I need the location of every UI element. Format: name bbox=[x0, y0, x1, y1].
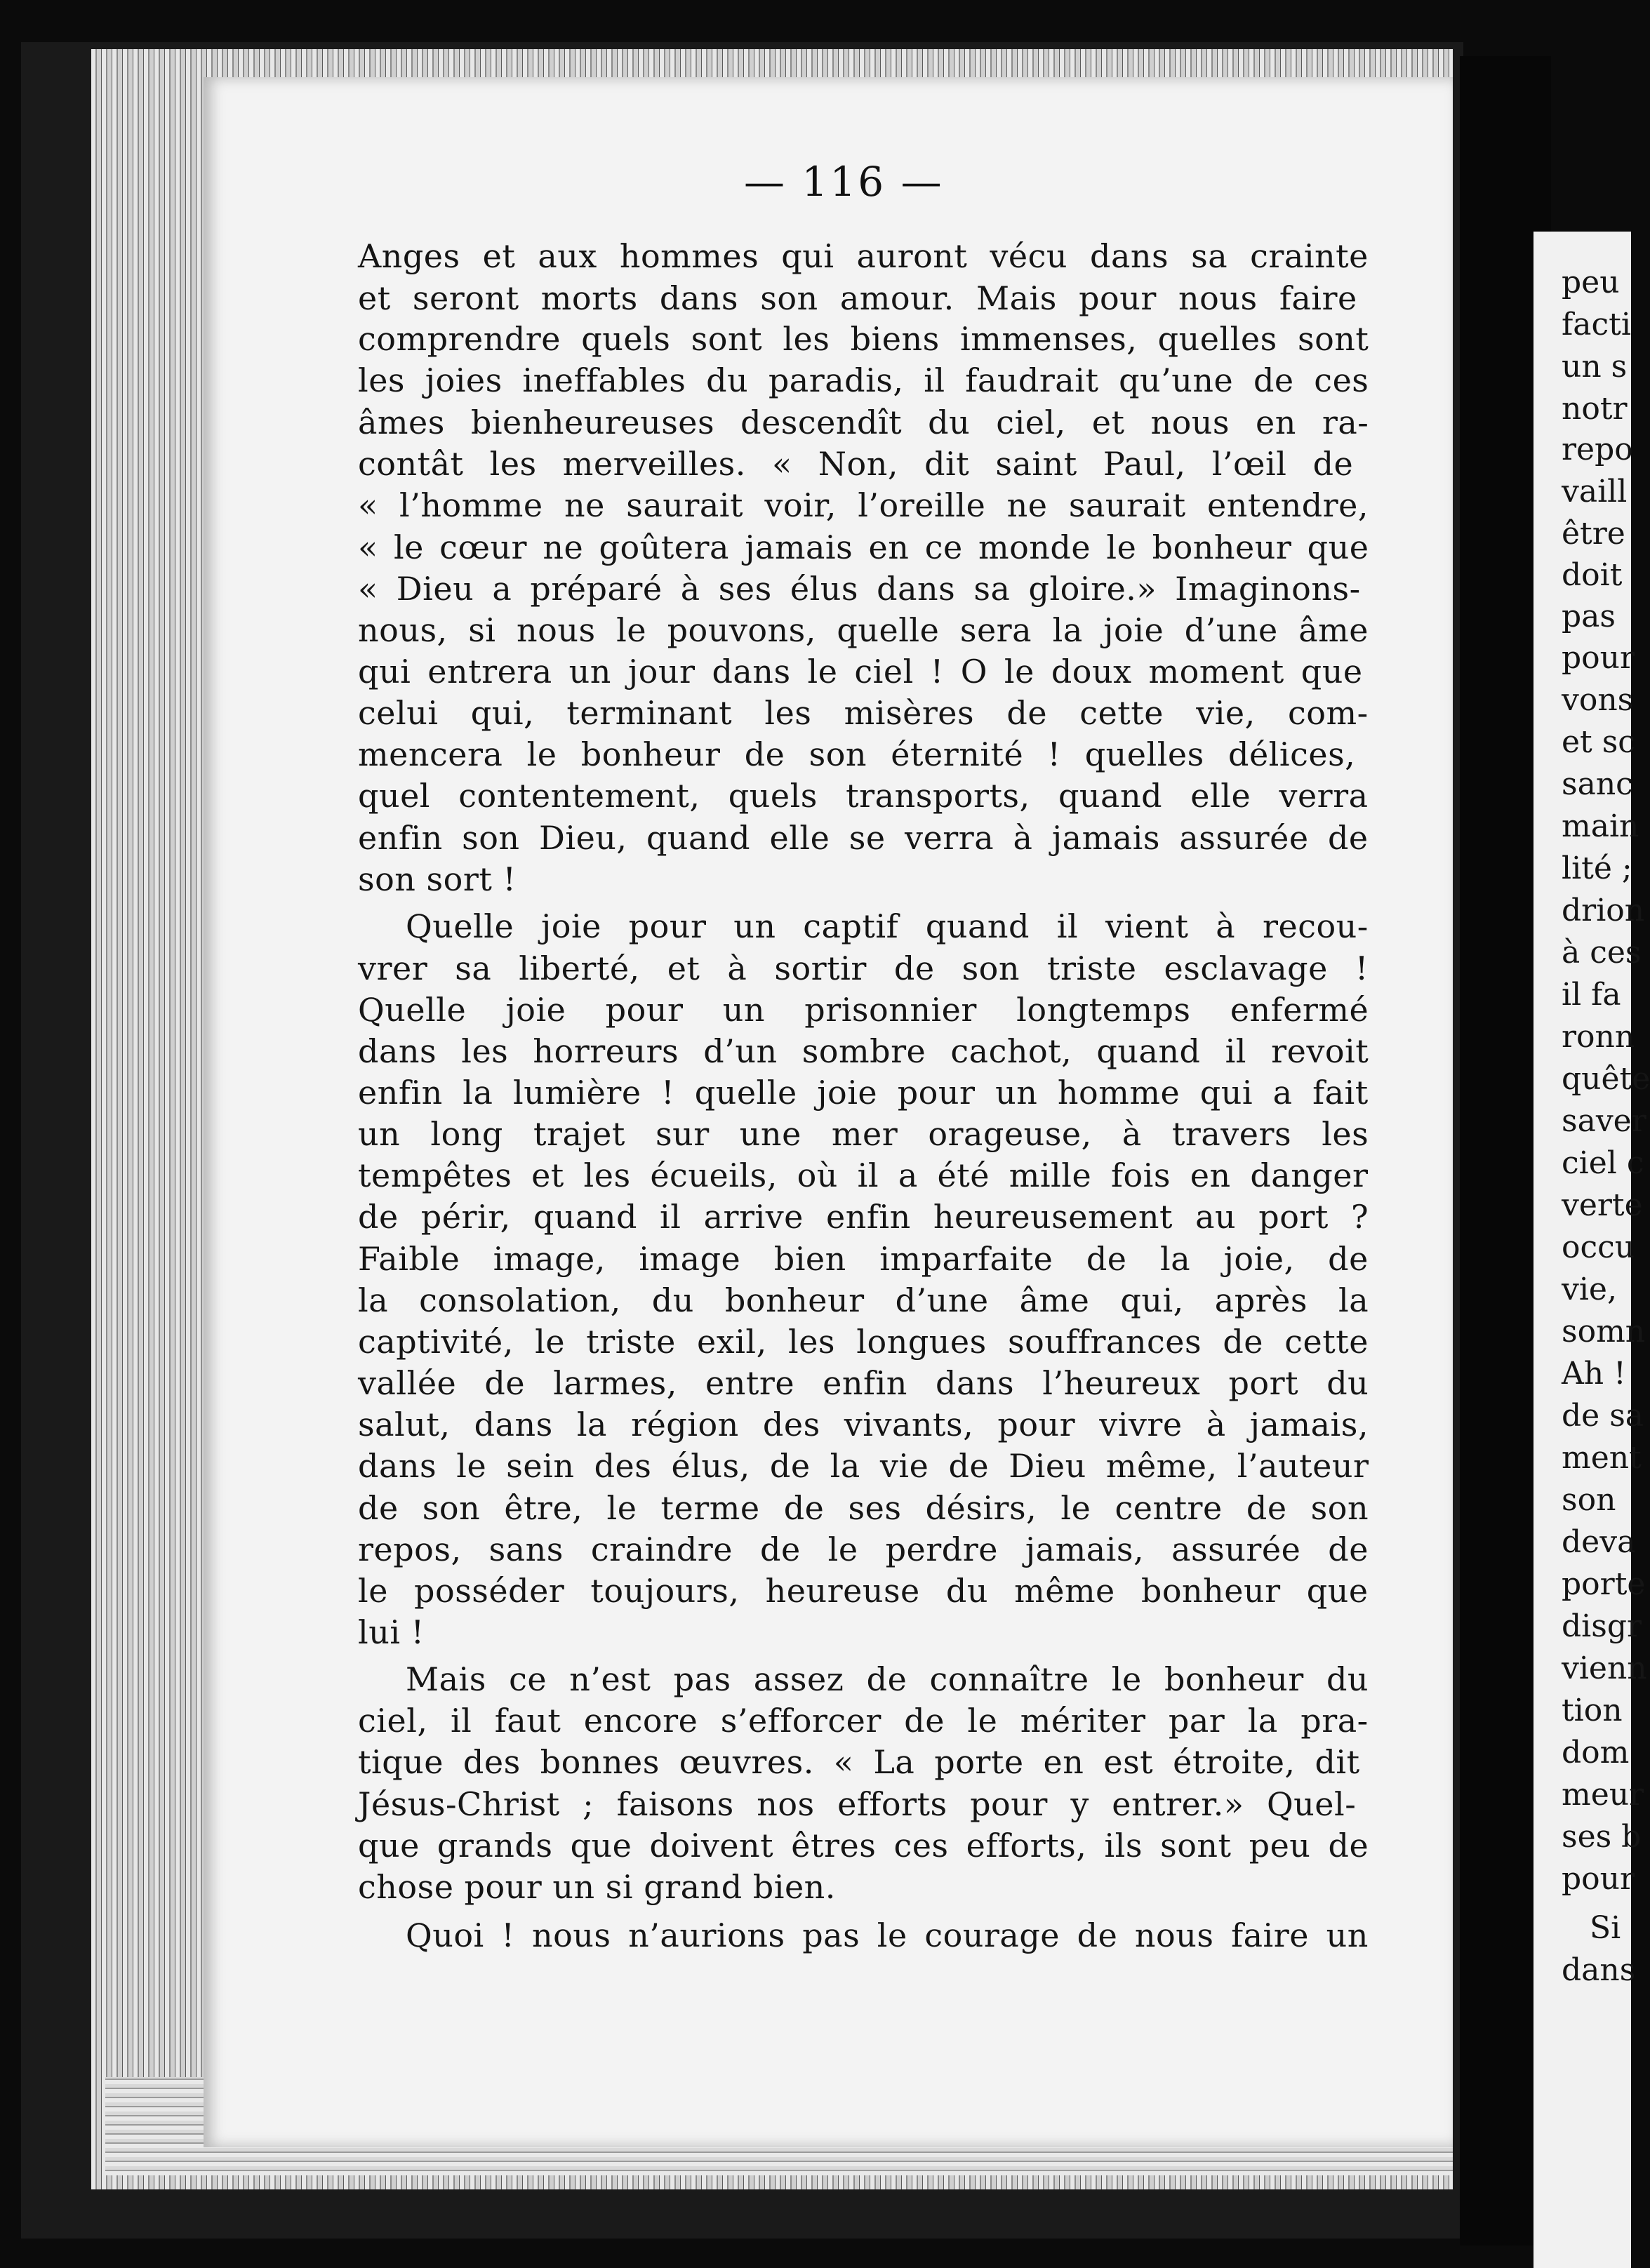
right-page-text-fragment: ciel c bbox=[1562, 1145, 1644, 1181]
text-line: Mais ce n’est pas assez de connaître le bonheur du bbox=[406, 1660, 1369, 1698]
text-line: de périr, quand il arrive enfin heureusement au port ? bbox=[358, 1198, 1369, 1236]
text-line: lui ! bbox=[358, 1613, 425, 1651]
right-page-text-fragment: occu bbox=[1562, 1229, 1635, 1265]
right-page-text-fragment: vienn bbox=[1562, 1650, 1647, 1686]
text-line: chose pour un si grand bien. bbox=[358, 1868, 836, 1906]
text-line: « le cœur ne goûtera jamais en ce monde le bonheur que bbox=[358, 528, 1369, 566]
right-page-text-fragment: saver bbox=[1562, 1103, 1646, 1139]
right-page-text-fragment: pas bbox=[1562, 599, 1616, 634]
text-line: vrer sa liberté, et à sortir de son triste esclavage ! bbox=[358, 949, 1369, 987]
text-line: dans le sein des élus, de la vie de Dieu même, l’auteur bbox=[358, 1447, 1369, 1485]
text-line: enfin la lumière ! quelle joie pour un homme qui a fait bbox=[358, 1074, 1369, 1112]
right-page-text-fragment: Si bbox=[1590, 1910, 1621, 1946]
text-line: son sort ! bbox=[358, 860, 517, 898]
right-page-text-fragment: meur bbox=[1562, 1777, 1644, 1813]
text-line: qui entrera un jour dans le ciel ! O le doux moment que bbox=[358, 653, 1363, 691]
right-page-text-fragment: sanc bbox=[1562, 766, 1633, 802]
text-line: et seront morts dans son amour. Mais pour nous faire bbox=[358, 279, 1357, 317]
text-line: Faible image, image bien imparfaite de la joie, de bbox=[358, 1240, 1369, 1278]
text-line: de son être, le terme de ses désirs, le centre de son bbox=[358, 1489, 1369, 1527]
right-page-text-fragment: pour bbox=[1562, 1861, 1635, 1897]
right-page-text-fragment: dans bbox=[1562, 1952, 1636, 1988]
text-line: salut, dans la région des vivants, pour vivre à jamais, bbox=[358, 1406, 1369, 1443]
text-line: Anges et aux hommes qui auront vécu dans sa crainte bbox=[358, 237, 1369, 275]
right-page-text-fragment: ses b bbox=[1562, 1819, 1642, 1855]
right-page-text-fragment: peu bbox=[1562, 265, 1620, 300]
right-page-text-fragment: dom bbox=[1562, 1735, 1630, 1770]
right-page-text-fragment: drion bbox=[1562, 893, 1645, 928]
right-page-text-fragment: somn bbox=[1562, 1314, 1646, 1349]
right-page-text-fragment: deva bbox=[1562, 1524, 1636, 1560]
right-page-text-fragment: à ces bbox=[1562, 935, 1642, 970]
text-line: Jésus-Christ ; faisons nos efforts pour y entrer.» Quel- bbox=[358, 1785, 1357, 1823]
right-page-text-fragment: être bbox=[1562, 516, 1625, 552]
text-line: enfin son Dieu, quand elle se verra à jamais assurée de bbox=[358, 819, 1369, 857]
text-line: « Dieu a préparé à ses élus dans sa gloire.» Imaginons- bbox=[358, 570, 1361, 608]
text-line: la consolation, du bonheur d’une âme qui, après la bbox=[358, 1281, 1369, 1319]
right-page-text-fragment: notr bbox=[1562, 391, 1628, 427]
text-line: nous, si nous le pouvons, quelle sera la joie d’une âme bbox=[358, 611, 1369, 649]
right-page-text-fragment: repo bbox=[1562, 432, 1633, 467]
right-page-text-fragment: facti bbox=[1562, 307, 1631, 342]
text-line: comprendre quels sont les biens immenses, quelles sont bbox=[358, 320, 1369, 358]
text-line: captivité, le triste exil, les longues souffrances de cette bbox=[358, 1323, 1369, 1361]
right-page-text-fragment: tion bbox=[1562, 1693, 1623, 1728]
right-page-fragment bbox=[1533, 232, 1650, 2268]
text-line: les joies ineffables du paradis, il faudrait qu’une de ces bbox=[358, 361, 1369, 399]
text-line: un long trajet sur une mer orageuse, à travers les bbox=[358, 1115, 1369, 1153]
text-line: Quelle joie pour un prisonnier longtemps enfermé bbox=[358, 991, 1369, 1029]
text-line: tique des bonnes œuvres. « La porte en est étroite, dit bbox=[358, 1743, 1360, 1781]
text-line: « l’homme ne saurait voir, l’oreille ne saurait entendre, bbox=[358, 486, 1369, 524]
text-line: dans les horreurs d’un sombre cachot, quand il revoit bbox=[358, 1032, 1369, 1070]
right-page-text-fragment: de sa bbox=[1562, 1398, 1644, 1434]
text-line: ciel, il faut encore s’efforcer de le mériter par la pra- bbox=[358, 1702, 1369, 1740]
right-page-text-fragment: disgr bbox=[1562, 1608, 1642, 1644]
text-line: Quelle joie pour un captif quand il vient à recou- bbox=[406, 907, 1369, 945]
right-page-text-fragment: main bbox=[1562, 808, 1639, 844]
right-page-text-fragment: Ah ! bbox=[1562, 1356, 1626, 1392]
text-line: le posséder toujours, heureuse du même bonheur que bbox=[358, 1572, 1369, 1610]
right-page-text-fragment: vie, bbox=[1562, 1272, 1617, 1307]
text-line: contât les merveilles. « Non, dit saint Paul, l’œil de bbox=[358, 445, 1354, 483]
text-line: Quoi ! nous n’aurions pas le courage de nous faire un bbox=[406, 1916, 1369, 1954]
right-page-text-fragment: doit bbox=[1562, 557, 1623, 593]
right-page-text-fragment: porte bbox=[1562, 1566, 1646, 1602]
text-line: que grands que doivent êtres ces efforts, ils sont peu de bbox=[358, 1827, 1369, 1865]
page-number: — 116 — bbox=[744, 158, 944, 206]
right-page-text-fragment: ment bbox=[1562, 1440, 1642, 1476]
right-page-text-fragment: un s bbox=[1562, 349, 1628, 385]
text-line: quel contentement, quels transports, quand elle verra bbox=[358, 777, 1369, 815]
text-line: tempêtes et les écueils, où il a été mille fois en danger bbox=[358, 1156, 1369, 1194]
right-page-text-fragment: vaill bbox=[1562, 474, 1628, 509]
text-line: vallée de larmes, entre enfin dans l’heureux port du bbox=[358, 1364, 1369, 1402]
text-line: mencera le bonheur de son éternité ! quelles délices, bbox=[358, 735, 1356, 773]
right-page-text-fragment: ronn bbox=[1562, 1019, 1635, 1055]
text-line: âmes bienheureuses descendît du ciel, et nous en ra- bbox=[358, 403, 1369, 441]
text-line: repos, sans craindre de le perdre jamais, assurée de bbox=[358, 1530, 1369, 1568]
text-line: celui qui, terminant les misères de cette vie, com- bbox=[358, 694, 1369, 732]
right-page-text-fragment: verte bbox=[1562, 1187, 1643, 1223]
right-page-text-fragment: vons bbox=[1562, 682, 1634, 718]
right-page-text-fragment: son bbox=[1562, 1482, 1616, 1518]
right-page-text-fragment: et sc bbox=[1562, 724, 1635, 760]
right-page-text-fragment: quête bbox=[1562, 1061, 1650, 1097]
right-page-text-fragment: lité ; bbox=[1562, 850, 1632, 886]
right-page-text-fragment: il fa bbox=[1562, 977, 1621, 1013]
right-page-text-fragment: pour bbox=[1562, 640, 1635, 676]
